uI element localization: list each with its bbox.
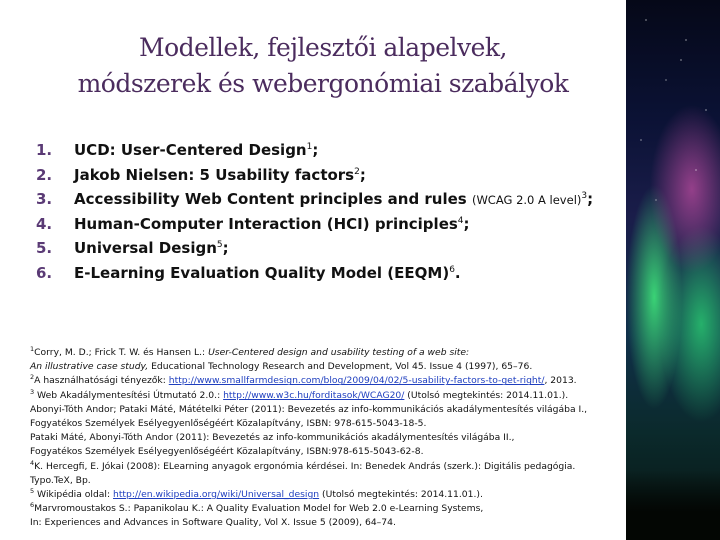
reference-6-cont: In: Experiences and Advances in Software Quality, Vol X. Issue 5 (2009), 64–74.	[30, 517, 396, 529]
list-item	[36, 261, 626, 286]
reference-2: $^2$A használhatósági tényezők: http://www.smallfarmdesign.com/blog/2009/04/02/5-usability-factors-to-get-right/, 2013.	[30, 373, 577, 387]
reference-3-line4: Pataki Máté, Abonyi-Tóth Andor (2011): Bevezetés az info-kommunikációs akadálymentesítés világába II.,	[30, 432, 515, 444]
item-text: Universal Design	[74, 239, 217, 258]
item-tail: .	[454, 263, 461, 282]
item-number: 2.	[36, 165, 53, 184]
reference-3-line3: Fogyatékos Személyek Esélyegyenlőségéért Közalapítvány, ISBN: 978-615-5043-18-5.	[30, 418, 427, 430]
item-sup: 2	[354, 166, 360, 177]
item-tail: ;	[312, 141, 319, 159]
item-number: 5.	[36, 239, 53, 258]
reference-6: $^6$Marvromoustakos S.: Papanikolau K.: A Quality Evaluation Model for Web 2.0 e-Learning Systems,	[30, 501, 484, 515]
item-sup: 3	[581, 191, 588, 202]
list-item	[36, 236, 626, 261]
reference-5: $^5$ Wikipédia oldal: http://en.wikipedia.org/wiki/Universal_design (Utolsó megtekintés: 2014.11.01.).	[30, 486, 483, 501]
item-tail: ;	[463, 214, 470, 233]
item-number: 1.	[36, 141, 53, 159]
item-sup: 1	[306, 142, 313, 152]
reference-4: $^4$K. Hercegfi, E. Jókai (2008): ELearning anyagok ergonómia kérdései. In: Benedek András (szerk.): Digitális pedagógia.	[30, 458, 576, 472]
list-item	[36, 212, 626, 237]
reference-3: $^3$ Web Akadálymentesítési Útmutató 2.0.: http://www.w3c.hu/forditasok/WCAG20/ (Utolsó megtekintés: 2014.11.01.).	[30, 387, 569, 401]
reference-1: $^1$Corry, M. D.; Frick T. W. és Hansen L.: User-Centered design and usability testing of a web site:	[30, 344, 470, 358]
reference-3-line2: Abonyi-Tóth Andor; Pataki Máté, Mátételki Péter (2011): Bevezetés az info-kommunikációs akadálymentesítés világába I.,	[30, 403, 588, 415]
reference-4-cont: Typo.TeX, Bp.	[30, 474, 91, 486]
reference-3-line5: Fogyatékos Személyek Esélyegyenlőségéért Közalapítvány, ISBN:978-615-5043-62-8.	[30, 446, 424, 458]
wikipedia-link[interactable]: http://en.wikipedia.org/wiki/Universal_design	[113, 489, 320, 501]
title-line-1: Modellek, fejlesztői alapelvek,	[138, 33, 508, 62]
item-tail: ;	[359, 165, 366, 184]
item-tail: ;	[222, 239, 229, 258]
stars-decoration	[626, 0, 720, 540]
item-number: 6.	[36, 263, 53, 282]
item-text: Accessibility Web Content principles and rules	[74, 190, 472, 209]
item-text: UCD: User-Centered Design	[74, 141, 307, 159]
item-number: 4.	[36, 214, 53, 233]
item-text: E-Learning Evaluation Quality Model (EEQM)	[74, 263, 450, 282]
item-sup: 6	[449, 264, 455, 275]
item-sup: 4	[457, 215, 464, 226]
w3c-hu-link[interactable]: http://www.w3c.hu/forditasok/WCAG20/	[223, 389, 405, 401]
item-tail: ;	[587, 190, 594, 209]
item-text: Human-Computer Interaction (HCI) principles	[74, 214, 458, 233]
item-extra: (WCAG 2.0 A level)	[471, 193, 582, 208]
title-line-2: módszerek és webergonómiai szabályok	[77, 69, 569, 98]
item-text: Jakob Nielsen: 5 Usability factors	[74, 165, 355, 184]
list-item	[36, 187, 626, 212]
reference-1-cont: An illustrative case study, Educational Technology Research and Development, Vol 45. Issue 4 (1997), 65–76.	[30, 361, 533, 373]
references	[30, 346, 628, 531]
numbered-list	[36, 138, 626, 286]
aurora-photo	[626, 0, 720, 540]
item-sup: 5	[216, 240, 223, 251]
item-number: 3.	[36, 190, 53, 209]
slide-title	[20, 30, 626, 102]
tree-silhouette	[626, 470, 720, 540]
list-item	[36, 138, 626, 163]
smallfarmdesign-link[interactable]: http://www.smallfarmdesign.com/blog/2009/04/02/5-usability-factors-to-get-right/	[168, 375, 545, 387]
list-item	[36, 163, 626, 188]
